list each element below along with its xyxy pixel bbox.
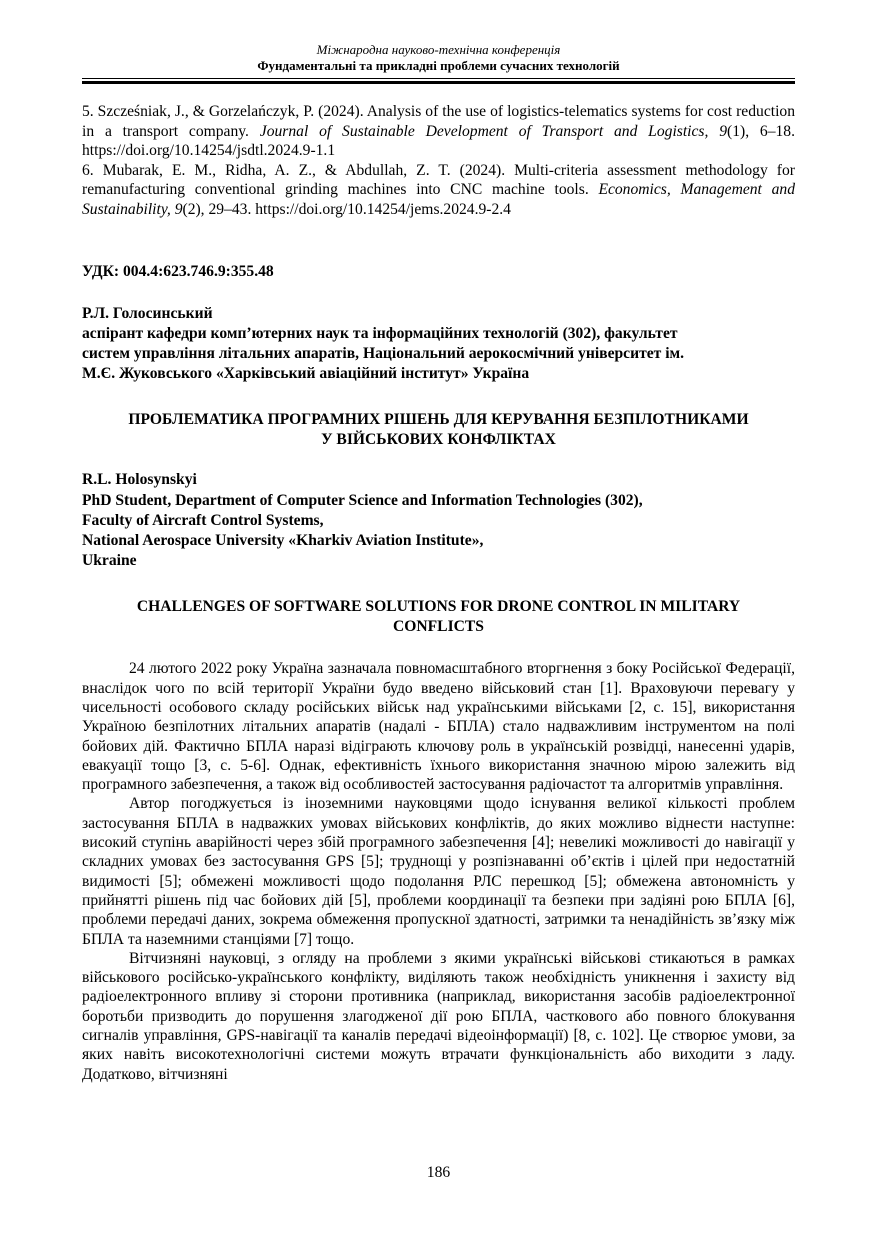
author-affiliation: Ukraine — [82, 552, 137, 570]
body-paragraph: 24 лютого 2022 року Україна зазначала повномасштабного вторгнення з боку Російської Федерації, внаслідок чого по всій території України будо введено військовий стан [1]. Враховуючи перевагу у чисельності особового складу російських військ над українськими військами [2, с. 15], використання Україною безпілотних літальних апаратів (надалі - БПЛА) стало надважливим інструментом на полі бойових дій. Фактично БПЛА наразі відіграють ключову роль в українській розвідці, нанесенні ударів, евакуації тощо [3, с. 5-6]. Однак, ефективність їхнього використання значною мірою залежить від програмного забезпечення, а також від особливостей застосування радіочастот та алгоритмів управління. — [82, 660, 795, 794]
reference-details: (1), 6–18. https://doi.org/10.14254/jsdtl.2024.9-1.1 — [82, 122, 795, 160]
udk-code: УДК: 004.4:623.746.9:355.48 — [82, 262, 274, 280]
reference-item — [82, 161, 795, 220]
conference-title: Фундаментальні та прикладні проблеми сучасних технологій — [257, 58, 620, 73]
reference-item — [82, 102, 795, 161]
header-rule-thin — [82, 78, 795, 79]
author-block-en — [82, 470, 795, 571]
reference-journal: Journal of Sustainable Development of Transport and Logistics, 9 — [259, 122, 728, 140]
title-line: CHALLENGES OF SOFTWARE SOLUTIONS FOR DRONE CONTROL IN MILITARY — [136, 598, 741, 616]
author-name: R.L. Holosynskyi — [82, 471, 197, 489]
author-affiliation: National Aerospace University «Kharkiv Aviation Institute», — [82, 531, 484, 549]
reference-text: 6. Mubarak, E. M., Ridha, A. Z., & Abdullah, Z. T. (2024). Multi-criteria assessment methodology for remanufacturing conventional grinding machines into CNC machine tools. — [82, 161, 795, 199]
author-affiliation: Faculty of Aircraft Control Systems, — [82, 511, 324, 529]
author-block-ua — [82, 304, 795, 385]
title-line: ПРОБЛЕМАТИКА ПРОГРАМНИХ РІШЕНЬ ДЛЯ КЕРУВАННЯ БЕЗПІЛОТНИКАМИ — [128, 411, 749, 429]
author-affiliation: М.Є. Жуковського «Харківський авіаційний інститут» Україна — [82, 365, 530, 383]
page — [82, 42, 795, 1084]
article-title-ua — [82, 410, 795, 450]
article-title-en — [82, 597, 795, 637]
author-affiliation: аспірант кафедри комп’ютерних наук та інформаційних технологій (302), факультет — [82, 324, 678, 342]
article-body — [82, 659, 795, 1084]
reference-details: (2), 29–43. https://doi.org/10.14254/jems.2024.9-2.4 — [182, 200, 511, 218]
conference-name: Міжнародна науково-технічна конференція — [316, 42, 561, 57]
title-line: CONFLICTS — [393, 618, 484, 636]
reference-journal: Economics, Management and Sustainability, 9 — [82, 181, 795, 218]
author-affiliation: PhD Student, Department of Computer Science and Information Technologies (302), — [82, 491, 643, 509]
author-affiliation: систем управління літальних апаратів, Національний аерокосмічний університет ім. — [82, 344, 685, 362]
body-paragraph: Автор погоджується із іноземними науковцями щодо існування великої кількості проблем застосування БПЛА в надважких умовах військових конфліктів, до яких можливо віднести наступне: високий ступінь аварійності через збій програмного забезпечення [4]; невеликі можливості до навігації у складних умовах без застосування GPS [5]; труднощі у розпізнаванні об’єктів і цілей при недостатній видимості [5]; обмежені можливості щодо подолання РЛС перешкод [5]; обмежена автономність у прийнятті рішень під час бойових дій [5], проблеми координації та безпеки при задіяні рою БПЛА [6], проблеми передачі даних, зокрема обмеження пропускної здатності, затримки та ненадійність зв’язку між БПЛА та наземними станціями [7] тощо. — [82, 795, 795, 948]
page-number: 186 — [426, 1164, 451, 1181]
title-line: У ВІЙСЬКОВИХ КОНФЛІКТАХ — [321, 431, 556, 449]
reference-text: 5. Szcześniak, J., & Gorzelańczyk, P. (2024). Analysis of the use of logistics-telematics systems for cost reduction in a transport company. — [82, 103, 795, 140]
reference-list — [82, 102, 795, 220]
author-name: Р.Л. Голосинський — [82, 304, 213, 322]
header-rule-thick — [82, 81, 795, 84]
running-header — [82, 42, 795, 74]
body-paragraph: Вітчизняні науковці, з огляду на проблеми з якими українські військові стикаються в рамках військового російсько-українського конфлікту, виділяють також необхідність уникнення і захисту від радіоелектронного впливу зі сторони противника (наприклад, використання засобів радіоелектронної боротьби призводить до порушення злагодженої дії рою БПЛА, часткового або повного блокування сигналів управління, GPS-навігації та каналів передачі відеоінформації) [8, с. 102]. Це створює умови, за яких навіть високотехнологічні системи можуть втрачати функціональність або виходити з ладу. Додатково, вітчизняні — [82, 949, 795, 1083]
